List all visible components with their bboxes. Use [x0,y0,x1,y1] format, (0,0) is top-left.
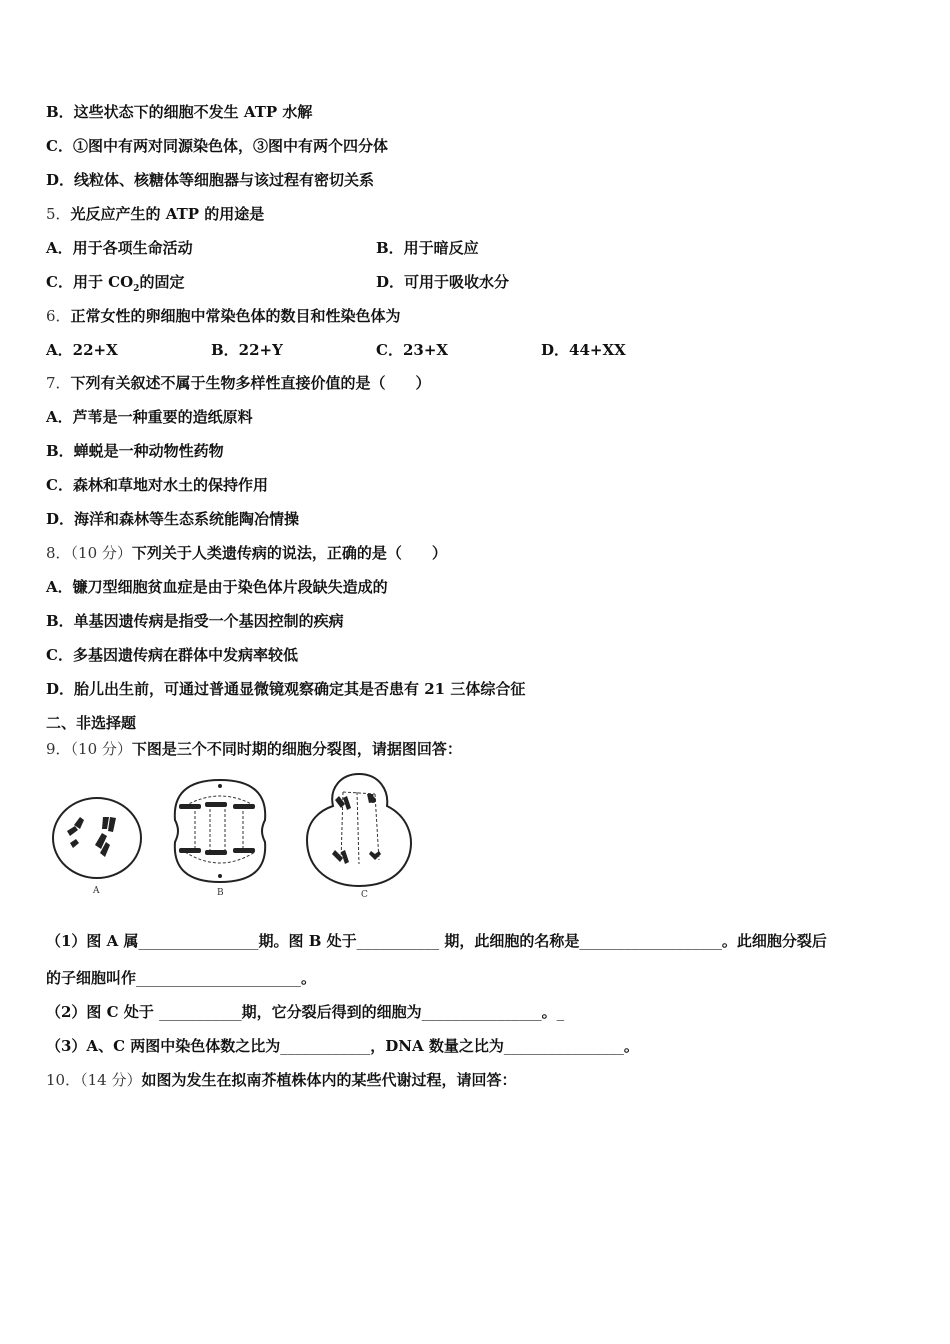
q8-stem [46,543,447,563]
q9-part3-text-a: （3）A、C 两图中染色体数之比为 [46,1037,281,1055]
figure-b-label: B [217,888,224,898]
q5-option-d: D．可用于吸收水分 [376,273,510,291]
q8-option-c: C．多基因遗传病在群体中发病率较低 [46,646,298,664]
section-heading: 二、非选择题 [46,714,137,732]
q10-text: 如图为发生在拟南芥植株体内的某些代谢过程，请回答： [141,1071,517,1089]
q9-part2 [46,1002,564,1022]
q6-option-b: B．22+Y [211,341,283,359]
q6-option-c: C．23+X [376,341,449,359]
cell-figure-c [301,770,417,890]
answer-blank[interactable]: ______________________ [136,969,302,987]
q9-number: 9．（10 分） [46,740,132,758]
answer-blank[interactable]: ________________ [503,1037,624,1055]
q5-option-a: A．用于各项生命活动 [46,239,193,257]
q7-option-d: D．海洋和森林等生态系统能陶冶情操 [46,510,300,528]
q7-number: 7． [46,374,71,392]
q8-option-d: D．胎儿出生前，可通过普通显微镜观察确定其是否患有 21 三体综合征 [46,680,526,698]
q10-stem [46,1070,516,1090]
q5-option-b: B．用于暗反应 [376,239,479,257]
q10-number: 10．（14 分） [46,1071,142,1089]
q9-part1-text-f: 。 [301,969,317,987]
q6-text: 正常女性的卵细胞中常染色体的数目和性染色体为 [70,307,401,325]
answer-blank[interactable]: ___________________ [579,932,722,950]
figure-c-label: C [361,890,368,900]
q4-option-b: B．这些状态下的细胞不发生 ATP 水解 [46,103,313,121]
q9-part1-text-d: 。此细胞分裂后 [721,932,827,950]
q9-part3-text-c: 。 [623,1037,639,1055]
answer-blank[interactable]: ____________ [280,1037,371,1055]
q9-part1-line2 [46,968,316,988]
q6-option-d: D．44+XX [541,341,626,359]
answer-blank[interactable]: ___________ [356,932,440,950]
q7-text: 下列有关叙述不属于生物多样性直接价值的是（ ） [70,374,431,392]
figure-a-label: A [93,886,100,896]
answer-blank[interactable]: _ [556,1003,565,1021]
q5-text: 光反应产生的 ATP 的用途是 [70,205,265,223]
q5-option-c-text: C．用于 CO [46,273,134,291]
q9-part2-text-c: 。 [541,1003,557,1021]
q5-option-c [46,272,184,299]
q8-number: 8．（10 分） [46,544,132,562]
q5-option-c-subscript: 2 [133,284,140,294]
q6-stem [46,306,401,326]
q7-option-a: A．芦苇是一种重要的造纸原料 [46,408,253,426]
cell-figure-a [48,795,146,883]
q7-stem [46,373,431,393]
q9-part2-text-a: （2）图 C 处于 [46,1003,154,1021]
q7-option-c: C．森林和草地对水土的保持作用 [46,476,268,494]
q9-part1-text-a: （1）图 A 属 [46,932,139,950]
answer-blank[interactable]: ___________ [159,1003,242,1021]
q6-number: 6． [46,307,71,325]
q9-part2-text-b: 期，它分裂后得到的细胞为 [241,1003,422,1021]
q9-part1-text-c: 期，此细胞的名称是 [444,932,580,950]
cell-figure-b [165,776,275,886]
q5-number: 5． [46,205,71,223]
q8-option-b: B．单基因遗传病是指受一个基因控制的疾病 [46,612,344,630]
q9-part1-text-b: 期。图 B 处于 [258,932,357,950]
q9-part3 [46,1036,639,1056]
q9-part3-text-b: ，DNA 数量之比为 [370,1037,504,1055]
answer-blank[interactable]: ________________ [421,1003,542,1021]
q5-stem [46,204,264,224]
q9-part1-text-e: 的子细胞叫作 [46,969,137,987]
q9-part1-line1 [46,931,827,951]
q9-stem [46,739,462,759]
q8-option-a: A．镰刀型细胞贫血症是由于染色体片段缺失造成的 [46,578,388,596]
q4-option-c: C．①图中有两对同源染色体，③图中有两个四分体 [46,137,388,155]
q8-text: 下列关于人类遗传病的说法，正确的是（ ） [131,544,447,562]
answer-blank[interactable]: ________________ [138,932,259,950]
q7-option-b: B．蝉蜕是一种动物性药物 [46,442,224,460]
q9-text: 下图是三个不同时期的细胞分裂图，请据图回答： [131,740,462,758]
q6-option-a: A．22+X [46,341,118,359]
q4-option-d: D．线粒体、核糖体等细胞器与该过程有密切关系 [46,171,375,189]
q5-option-c-tail: 的固定 [139,273,185,291]
